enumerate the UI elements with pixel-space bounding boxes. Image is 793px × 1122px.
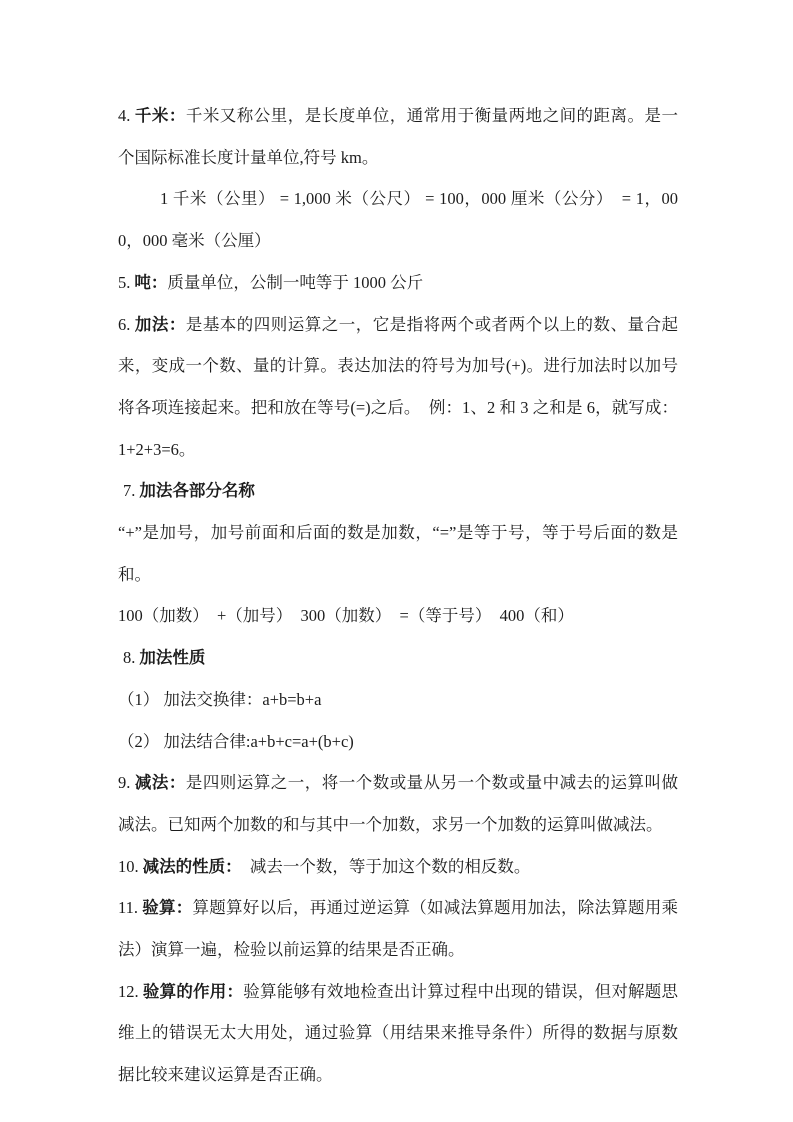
- item-text: 是四则运算之一，将一个数或量从另一个数或量中减去的运算叫做减法。已知两个加数的和与其中一个加数，求另一个加数的运算叫做减法。: [118, 773, 678, 834]
- paragraph-addition-example: [118, 595, 678, 637]
- item-text: （1） 加法交换律：a+b=b+a: [118, 689, 322, 709]
- item-text: 算题算好以后，再通过逆运算（如减法算题用加法，除法算题用乘法）演算一遍，检验以前运算的结果是否正确。: [118, 898, 679, 960]
- paragraph-subtraction: [118, 762, 678, 845]
- item-number: 8.: [123, 648, 136, 668]
- paragraph-kilometer-conversion: [118, 178, 678, 261]
- item-term: 验算的作用：: [142, 981, 244, 1001]
- item-text: 1 千米（公里） = 1,000 米（公尺） = 100，000 厘米（公分） = 1，000，000 毫米（公厘）: [118, 189, 678, 251]
- item-number: 11.: [118, 898, 139, 918]
- item-number: 4.: [118, 106, 131, 125]
- item-term: 减法：: [134, 773, 186, 793]
- paragraph-ton: [118, 262, 678, 304]
- paragraph-checking: [118, 887, 678, 970]
- item-term: 验算：: [142, 898, 193, 918]
- item-text: 验算能够有效地检查出计算过程中出现的错误，但对解题思维上的错误无太大用处，通过验算（用结果来推导条件）所得的数据与原数据比较来建议运算是否正确。: [118, 981, 679, 1085]
- item-number: 9.: [118, 773, 131, 793]
- item-text: 千米又称公里，是长度单位，通常用于衡量两地之间的距离。是一个国际标准长度计量单位,符号 km。: [118, 106, 678, 167]
- item-number: 12.: [118, 981, 139, 1001]
- paragraph-addition-parts-text: [118, 512, 678, 595]
- paragraph-checking-purpose: [118, 971, 678, 1096]
- item-term: 加法各部分名称: [139, 481, 255, 501]
- item-term: 减法的性质：: [142, 856, 234, 876]
- paragraph-addition-parts-heading: [118, 470, 678, 512]
- item-number: 7.: [123, 481, 136, 501]
- item-term: 加法性质: [139, 648, 206, 668]
- paragraph-subtraction-property: [118, 846, 678, 888]
- paragraph-kilometer: [118, 95, 678, 178]
- paragraph-commutative-law: [118, 679, 678, 721]
- item-number: 10.: [118, 856, 139, 876]
- item-term: 吨：: [134, 272, 168, 292]
- item-number: 6.: [118, 314, 131, 334]
- item-number: 5.: [118, 272, 131, 292]
- paragraph-addition: [118, 304, 678, 471]
- item-term: 加法：: [134, 314, 186, 334]
- item-text: 质量单位，公制一吨等于 1000 公斤: [167, 272, 424, 292]
- item-text: （2） 加法结合律:a+b+c=a+(b+c): [118, 731, 354, 751]
- item-term: 千米：: [134, 106, 186, 125]
- paragraph-associative-law: [118, 721, 678, 763]
- paragraph-addition-properties-heading: [118, 637, 678, 679]
- item-text: 减去一个数，等于加这个数的相反数。: [233, 856, 531, 876]
- item-text: 100（加数） +（加号） 300（加数） =（等于号） 400（和）: [118, 606, 574, 626]
- item-text: “+”是加号，加号前面和后面的数是加数，“=”是等于号，等于号后面的数是和。: [118, 523, 678, 584]
- item-text: 是基本的四则运算之一，它是指将两个或者两个以上的数、量合起来，变成一个数、量的计算。表达加法的符号为加号(+)。进行加法时以加号将各项连接起来。把和放在等号(=)之后。 例：1、2 和 3 之和是 6，就写成：1+2+3=6。: [118, 314, 678, 459]
